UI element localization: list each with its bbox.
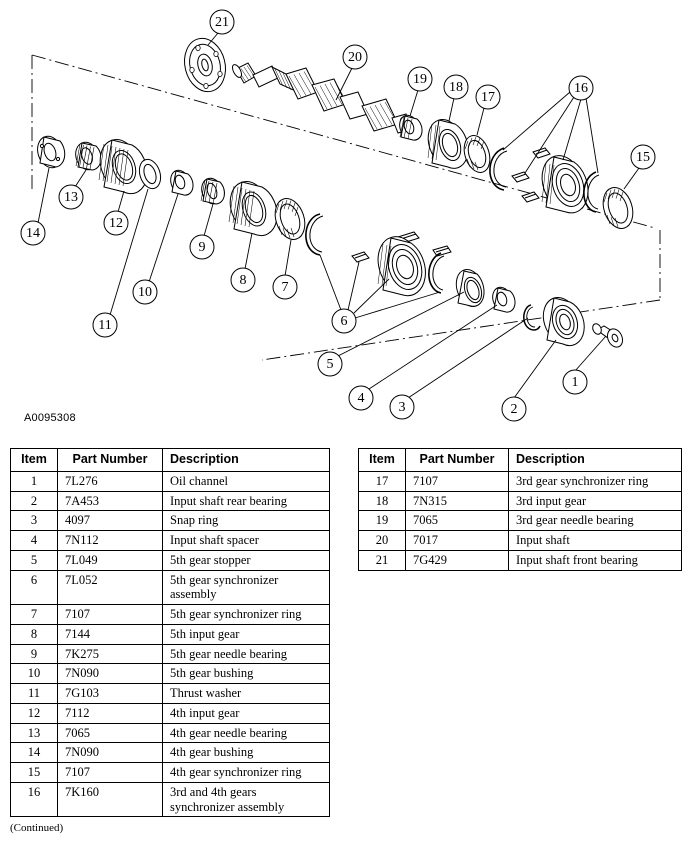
cell-item: 15 — [11, 763, 58, 783]
cell-item: 10 — [11, 664, 58, 684]
part-5th-gear-synchronizer-ring — [270, 195, 310, 244]
callout-6 — [332, 309, 356, 333]
table-row — [11, 782, 330, 817]
callout-13 — [59, 185, 83, 209]
callout-3 — [390, 395, 414, 419]
cell-part-number: 7G103 — [58, 684, 163, 704]
callout-label: 2 — [510, 402, 518, 418]
part-input-shaft — [231, 63, 412, 134]
column-header-part-number: Part Number — [406, 449, 509, 472]
table-row — [11, 763, 330, 783]
cell-part-number: 7107 — [58, 605, 163, 625]
table-row — [11, 531, 330, 551]
cell-item: 16 — [11, 782, 58, 817]
table-row — [11, 664, 330, 684]
callout-label: 16 — [574, 81, 588, 97]
column-header-item: Item — [359, 449, 406, 472]
cell-item: 7 — [11, 605, 58, 625]
table-row — [11, 624, 330, 644]
part-4th-input-gear — [94, 134, 147, 195]
part-input-shaft-rear-bearing — [538, 293, 585, 347]
part-5th-input-gear — [224, 176, 277, 237]
table-row — [359, 511, 682, 531]
part-5th-gear-stopper — [452, 266, 488, 310]
column-header-description: Description — [163, 449, 330, 472]
cell-part-number: 7N090 — [58, 743, 163, 763]
cell-part-number: 7K160 — [58, 782, 163, 817]
cell-description: Thrust washer — [163, 684, 330, 704]
cell-description: 5th gear needle bearing — [163, 644, 330, 664]
callout-label: 13 — [64, 190, 78, 206]
table-row — [11, 511, 330, 531]
table-row — [11, 703, 330, 723]
cell-item: 11 — [11, 684, 58, 704]
callout-17 — [476, 85, 500, 109]
continued-label: (Continued) — [10, 822, 64, 834]
table-row — [11, 644, 330, 664]
cell-part-number: 7017 — [406, 531, 509, 551]
callout-bubbles — [21, 10, 655, 421]
callout-label: 3 — [398, 400, 406, 416]
cell-item: 12 — [11, 703, 58, 723]
column-header-item: Item — [11, 449, 58, 472]
cell-part-number: 7107 — [406, 471, 509, 491]
column-header-description: Description — [509, 449, 682, 472]
cell-description: 5th gear stopper — [163, 550, 330, 570]
callout-15 — [631, 145, 655, 169]
callout-21 — [210, 10, 234, 34]
cell-part-number: 7065 — [58, 723, 163, 743]
table-row — [359, 531, 682, 551]
callout-label: 17 — [481, 90, 495, 106]
callout-label: 19 — [413, 72, 427, 88]
cell-description: 4th gear needle bearing — [163, 723, 330, 743]
callout-19 — [408, 67, 432, 91]
cell-item: 17 — [359, 471, 406, 491]
cell-part-number: 7K275 — [58, 644, 163, 664]
cell-item: 9 — [11, 644, 58, 664]
part-oil-channel — [591, 322, 625, 349]
part-input-shaft-spacer — [490, 285, 515, 313]
callout-label: 21 — [215, 15, 229, 31]
callout-1 — [563, 370, 587, 394]
part-3rd-4th-synchronizer-assembly — [490, 148, 599, 216]
cell-description: 4th gear bushing — [163, 743, 330, 763]
part-5th-gear-synchronizer-assembly — [306, 214, 451, 299]
callout-14 — [21, 221, 45, 245]
cell-item: 5 — [11, 550, 58, 570]
callout-20 — [343, 45, 367, 69]
callout-2 — [502, 397, 526, 421]
cell-description: 4th input gear — [163, 703, 330, 723]
callout-label: 12 — [109, 216, 123, 232]
callout-12 — [104, 211, 128, 235]
table-header-row — [359, 449, 682, 472]
callout-label: 4 — [357, 391, 365, 407]
callout-11 — [93, 313, 117, 337]
cell-part-number: 7L052 — [58, 570, 163, 605]
synchronizer-hub — [371, 231, 429, 299]
callout-label: 11 — [98, 318, 112, 334]
callout-18 — [444, 75, 468, 99]
cell-description: 5th gear bushing — [163, 664, 330, 684]
cell-description: Input shaft rear bearing — [163, 491, 330, 511]
cell-item: 1 — [11, 471, 58, 491]
cell-description: 5th input gear — [163, 624, 330, 644]
callout-label: 1 — [571, 375, 579, 391]
table-row — [11, 723, 330, 743]
table-row — [11, 684, 330, 704]
cell-item: 13 — [11, 723, 58, 743]
part-4th-gear-synchronizer-ring — [598, 184, 638, 233]
callout-label: 18 — [449, 80, 463, 96]
parts-table-right — [358, 448, 682, 571]
part-snap-ring — [524, 305, 540, 330]
part-4th-gear-needle-bearing — [72, 139, 102, 172]
column-header-part-number: Part Number — [58, 449, 163, 472]
cell-part-number: 7G429 — [406, 550, 509, 570]
callout-label: 14 — [26, 226, 40, 242]
part-5th-gear-needle-bearing — [198, 176, 225, 207]
callout-label: 10 — [138, 285, 152, 301]
cell-part-number: 7112 — [58, 703, 163, 723]
cell-description: Input shaft front bearing — [509, 550, 682, 570]
cell-part-number: 7N090 — [58, 664, 163, 684]
callout-5 — [318, 352, 342, 376]
cell-item: 18 — [359, 491, 406, 511]
callout-label: 8 — [239, 273, 247, 289]
callout-7 — [273, 275, 297, 299]
table-row — [11, 471, 330, 491]
cell-description: 3rd input gear — [509, 491, 682, 511]
cell-item: 3 — [11, 511, 58, 531]
cell-part-number: 7065 — [406, 511, 509, 531]
table-row — [359, 471, 682, 491]
parts-table-left — [10, 448, 330, 817]
table-row — [11, 605, 330, 625]
cell-part-number: 7144 — [58, 624, 163, 644]
cell-description: Input shaft spacer — [163, 531, 330, 551]
cell-part-number: 7N112 — [58, 531, 163, 551]
cell-description: Input shaft — [509, 531, 682, 551]
table-row — [11, 491, 330, 511]
cell-item: 19 — [359, 511, 406, 531]
cell-part-number: 7107 — [58, 763, 163, 783]
cell-description: 5th gear synchronizer ring — [163, 605, 330, 625]
callout-label: 20 — [348, 50, 362, 66]
cell-description: Oil channel — [163, 471, 330, 491]
cell-description: 3rd gear synchronizer ring — [509, 471, 682, 491]
cell-item: 4 — [11, 531, 58, 551]
cell-part-number: 7L049 — [58, 550, 163, 570]
part-4th-gear-bushing — [34, 133, 67, 171]
cell-item: 21 — [359, 550, 406, 570]
cell-part-number: 4097 — [58, 511, 163, 531]
table-header-row — [11, 449, 330, 472]
cell-description: 3rd gear needle bearing — [509, 511, 682, 531]
cell-description: Snap ring — [163, 511, 330, 531]
table-row — [11, 550, 330, 570]
cell-description: 3rd and 4th gears synchronizer assembly — [163, 782, 330, 817]
callout-label: 9 — [198, 240, 206, 256]
cell-item: 14 — [11, 743, 58, 763]
callout-9 — [190, 235, 214, 259]
part-5th-gear-bushing — [168, 168, 193, 196]
cell-item: 8 — [11, 624, 58, 644]
part-3rd-input-gear — [422, 115, 469, 171]
cell-part-number: 7A453 — [58, 491, 163, 511]
diagram-id-label: A0095308 — [24, 412, 76, 424]
callout-4 — [349, 386, 373, 410]
table-row — [11, 743, 330, 763]
cell-part-number: 7L276 — [58, 471, 163, 491]
part-input-shaft-front-bearing — [179, 34, 231, 96]
table-row — [359, 491, 682, 511]
callout-label: 15 — [636, 150, 650, 166]
callout-8 — [231, 268, 255, 292]
cell-part-number: 7N315 — [406, 491, 509, 511]
table-row — [11, 570, 330, 605]
callout-label: 7 — [281, 280, 289, 296]
table-row — [359, 550, 682, 570]
cell-description: 5th gear synchronizer assembly — [163, 570, 330, 605]
cell-item: 6 — [11, 570, 58, 605]
cell-item: 2 — [11, 491, 58, 511]
callout-label: 6 — [340, 314, 348, 330]
callout-16 — [569, 76, 593, 100]
callout-label: 5 — [326, 357, 334, 373]
cell-description: 4th gear synchronizer ring — [163, 763, 330, 783]
callout-10 — [133, 280, 157, 304]
cell-item: 20 — [359, 531, 406, 551]
